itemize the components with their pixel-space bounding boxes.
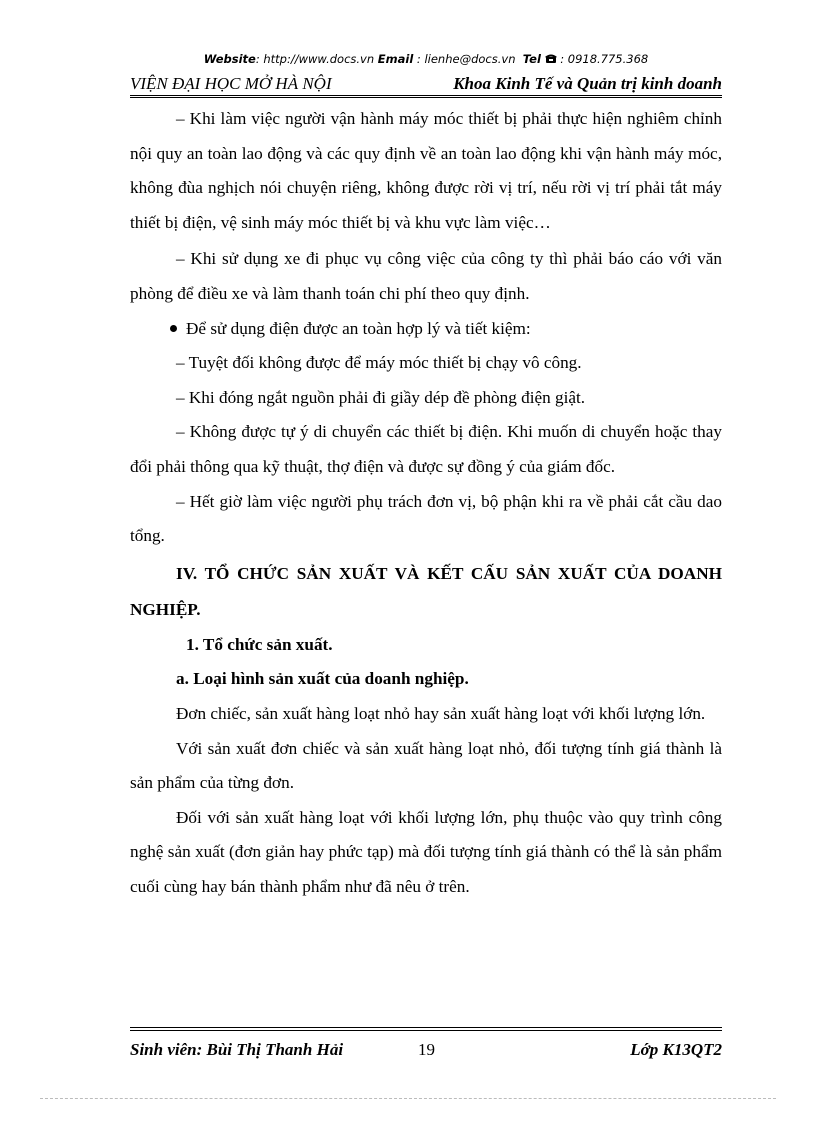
paragraph: – Khi sử dụng xe đi phục vụ công việc của công ty thì phải báo cáo với văn phòng để điều xe và làm thanh toán chi phí theo quy định.	[130, 249, 722, 303]
website-url[interactable]: : http://www.docs.vn	[255, 52, 375, 66]
footer-student: Sinh viên: Bùi Thị Thanh Hải	[130, 1040, 344, 1059]
page-break-line	[40, 1098, 776, 1099]
website-label: Website	[203, 52, 256, 66]
tel-number: : 0918.775.368	[560, 52, 649, 66]
page-header	[130, 73, 722, 96]
header-institute: VIỆN ĐẠI HỌC MỞ HÀ NỘI	[130, 74, 332, 93]
subsection-heading: a. Loại hình sản xuất của doanh nghiệp.	[176, 669, 469, 689]
paragraph: Với sản xuất đơn chiếc và sản xuất hàng loạt nhỏ, đối tượng tính giá thành là sản phẩm của từng đơn.	[130, 738, 722, 793]
header-rule	[130, 97, 722, 98]
list-item: – Tuyệt đối không được để máy móc thiết bị chạy vô công.	[176, 353, 582, 373]
paragraph: – Không được tự ý di chuyển các thiết bị điện. Khi muốn di chuyển hoặc thay đổi phải thông qua kỹ thuật, thợ điện và được sự đồng ý của giám đốc.	[130, 422, 722, 476]
paragraph: Đơn chiếc, sản xuất hàng loạt nhỏ hay sản xuất hàng loạt với khối lượng lớn.	[176, 703, 706, 723]
footer-class: Lớp K13QT2	[630, 1040, 722, 1059]
website-line	[130, 52, 722, 66]
tel-label: Tel	[522, 52, 541, 66]
footer-rule	[130, 1030, 722, 1031]
header-faculty: Khoa Kinh Tế và Quản trị kinh doanh	[453, 74, 722, 93]
section-heading: IV. TỔ CHỨC SẢN XUẤT VÀ KẾT CẤU SẢN XUẤT CỦA DOANH NGHIỆP.	[130, 563, 722, 619]
email-address[interactable]: : lienhe@docs.vn	[413, 52, 516, 66]
page-number: 19	[418, 1040, 435, 1059]
footer-rule	[130, 1027, 722, 1028]
email-label: Email	[377, 52, 414, 66]
paragraph: – Hết giờ làm việc người phụ trách đơn vị, bộ phận khi ra về phải cắt cầu dao tổng.	[130, 491, 722, 546]
list-item: – Khi đóng ngắt nguồn phải đi giầy dép đề phòng điện giật.	[176, 387, 586, 407]
subsection-heading: 1. Tổ chức sản xuất.	[186, 634, 333, 654]
paragraph: – Khi làm việc người vận hành máy móc thiết bị phải thực hiện nghiêm chỉnh nội quy an toàn lao động và các quy định về an toàn lao động khi vận hành máy móc, không đùa nghịch nói chuyện riêng, không được rời vị trí, nếu rời vị trí phải tắt máy thiết bị điện, vệ sinh máy móc thiết bị và khu vực làm việc…	[130, 109, 722, 232]
paragraph: Đối với sản xuất hàng loạt với khối lượng lớn, phụ thuộc vào quy trình công nghệ sản xuất (đơn giản hay phức tạp) mà đối tượng tính giá thành có thể là sản phẩm cuối cùng hay bán thành phẩm như đã nêu ở trên.	[130, 807, 722, 896]
page-footer	[130, 1040, 722, 1064]
phone-icon	[545, 53, 557, 64]
bullet-item: Để sử dụng điện được an toàn hợp lý và tiết kiệm:	[130, 312, 722, 347]
document-body	[130, 102, 722, 904]
